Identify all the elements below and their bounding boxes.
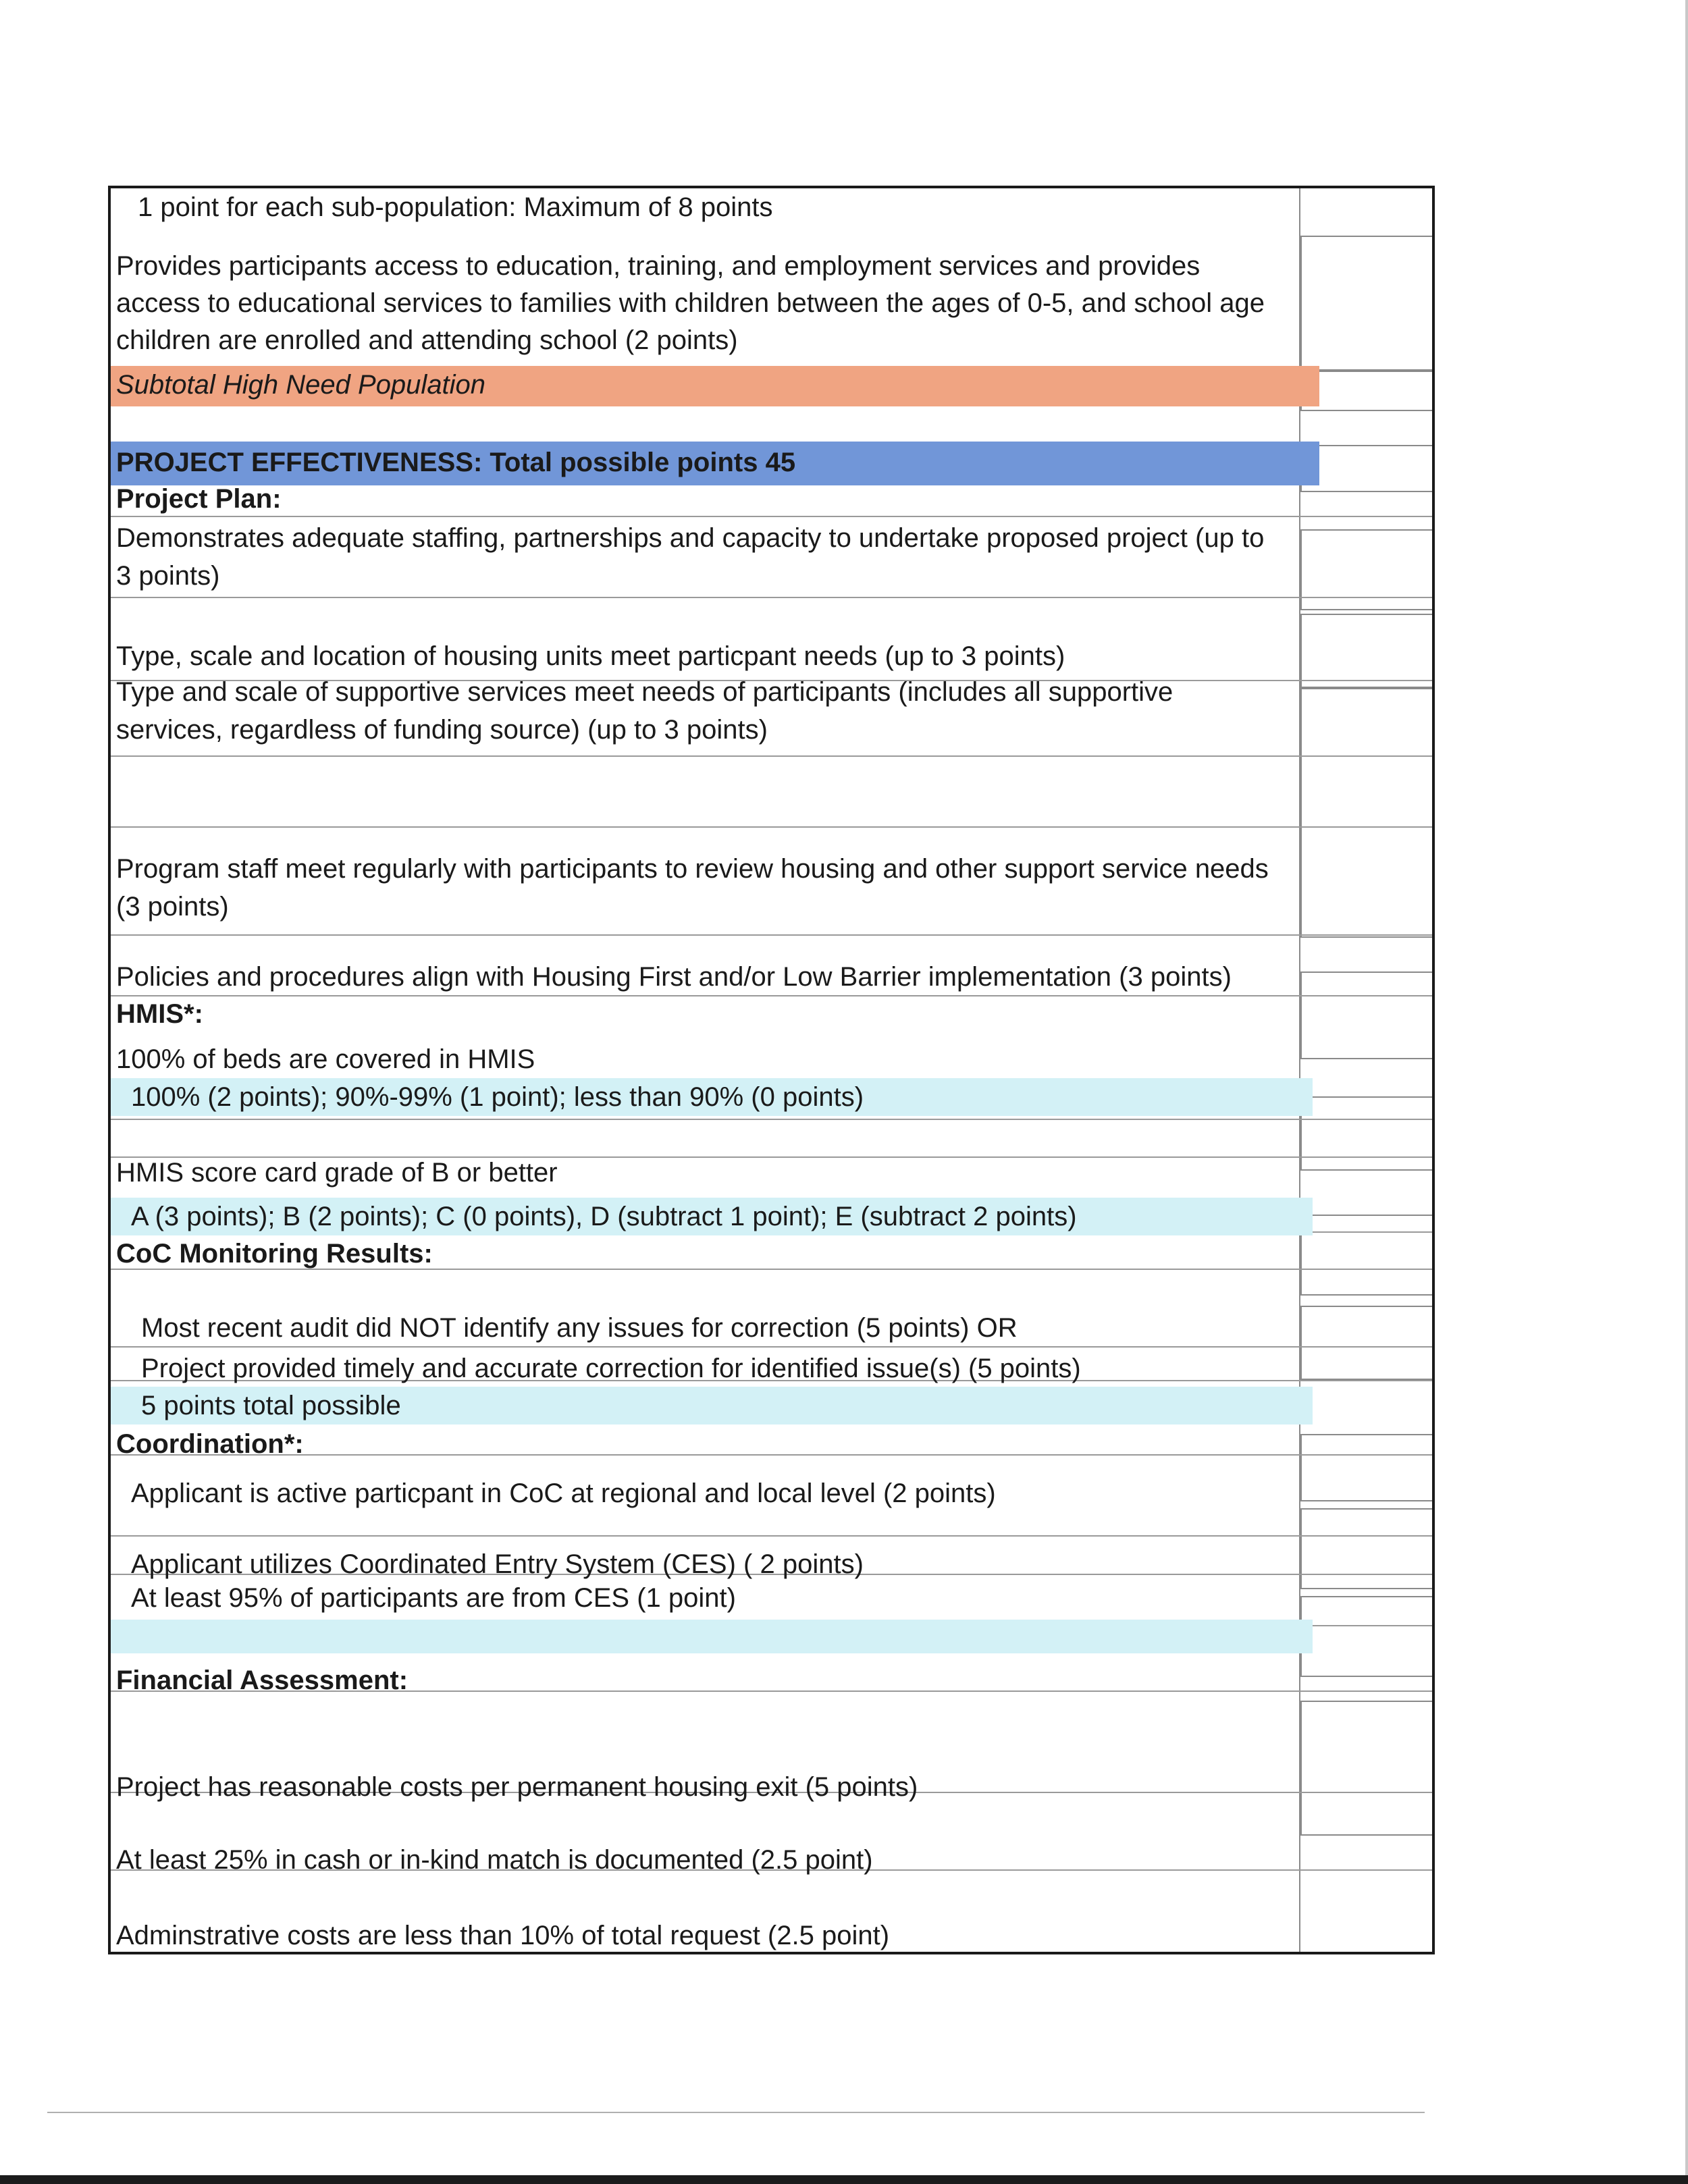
row-audit: Most recent audit did NOT identify any issues for correction (5 points) OR [141, 1313, 1018, 1343]
score-box-policies[interactable] [1300, 971, 1432, 1059]
row-divider [111, 826, 1432, 828]
score-box-effectiveness[interactable] [1300, 445, 1432, 492]
score-box-subtotal[interactable] [1300, 371, 1432, 411]
footer-rule [47, 2112, 1425, 2113]
score-box-staffing[interactable] [1300, 529, 1432, 610]
score-box-audit[interactable] [1300, 1434, 1432, 1501]
row-divider [111, 597, 1432, 598]
scoring-table [108, 186, 1435, 1954]
score-box-ces[interactable] [1300, 1596, 1432, 1677]
row-supportive-services: Type and scale of supportive services meet needs of participants (includes all supportive services, regardless of funding source) (up to 3 points) [116, 677, 1173, 745]
row-subtotal-high-need: Subtotal High Need Population [111, 366, 1319, 406]
heading-monitoring: CoC Monitoring Results: [116, 1239, 433, 1269]
row-policies: Policies and procedures align with Housing First and/or Low Barrier implementation (3 points) [116, 962, 1232, 992]
row-correction: Project provided timely and accurate correction for identified issue(s) (5 points) [141, 1354, 1081, 1383]
score-box-score-card[interactable] [1300, 1215, 1432, 1296]
heading-project-plan: Project Plan: [116, 484, 282, 514]
row-staff-meet: Program staff meet regularly with participants to review housing and other support service needs (3 points) [116, 854, 1269, 922]
score-box-housing-units[interactable] [1300, 614, 1432, 688]
row-beds-scoring: 100% (2 points); 90%-99% (1 point); less than 90% (0 points) [111, 1078, 1313, 1116]
heading-hmis: HMIS*: [116, 999, 203, 1029]
score-box-staff-meet[interactable] [1300, 688, 1432, 938]
row-active-participant: Applicant is active particpant in CoC at regional and local level (2 points) [131, 1479, 996, 1508]
row-divider [111, 1535, 1432, 1537]
row-divider [111, 1119, 1432, 1120]
row-housing-units: Type, scale and location of housing units meet particpant needs (up to 3 points) [116, 641, 1065, 671]
scan-edge-bottom [0, 2175, 1688, 2184]
row-divider [111, 934, 1432, 936]
heading-financial: Financial Assessment: [116, 1666, 408, 1695]
row-score-card-scoring: A (3 points); B (2 points); C (0 points), D (subtract 1 point); E (subtract 2 points) [111, 1198, 1313, 1235]
row-reasonable-costs: Project has reasonable costs per permanent housing exit (5 points) [116, 1772, 918, 1802]
score-box-monitoring[interactable] [1300, 1306, 1432, 1380]
row-ces-percent: At least 95% of participants are from CES (1 point) [131, 1583, 736, 1613]
row-match: At least 25% in cash or in-kind match is documented (2.5 point) [116, 1845, 873, 1875]
row-score-card: HMIS score card grade of B or better [116, 1158, 558, 1188]
score-box-beds[interactable] [1300, 1096, 1432, 1171]
row-education-access: Provides participants access to education, training, and employment services and provides access to educational services to families with children between the ages of 0-5, and school age children are enrolled and attending school (2 points) [116, 251, 1265, 355]
heading-coordination: Coordination*: [116, 1429, 304, 1459]
scan-edge-right [1685, 0, 1688, 2184]
score-box-education[interactable] [1300, 236, 1432, 371]
row-monitoring-total: 5 points total possible [111, 1387, 1313, 1424]
row-project-effectiveness: PROJECT EFFECTIVENESS: Total possible points 45 [111, 442, 1319, 485]
row-admin-costs: Adminstrative costs are less than 10% of total request (2.5 point) [116, 1921, 890, 1950]
score-box-financial[interactable] [1300, 1701, 1432, 1836]
row-divider [111, 755, 1432, 757]
row-sub-population: 1 point for each sub-population: Maximum of 8 points [138, 192, 773, 222]
row-beds-covered: 100% of beds are covered in HMIS [116, 1044, 535, 1074]
row-ces: Applicant utilizes Coordinated Entry System (CES) ( 2 points) [131, 1549, 864, 1579]
row-staffing: Demonstrates adequate staffing, partnerships and capacity to undertake proposed project (up to 3 points) [116, 523, 1265, 591]
score-box-coordination[interactable] [1300, 1508, 1432, 1589]
row-coordination-band [111, 1620, 1313, 1653]
